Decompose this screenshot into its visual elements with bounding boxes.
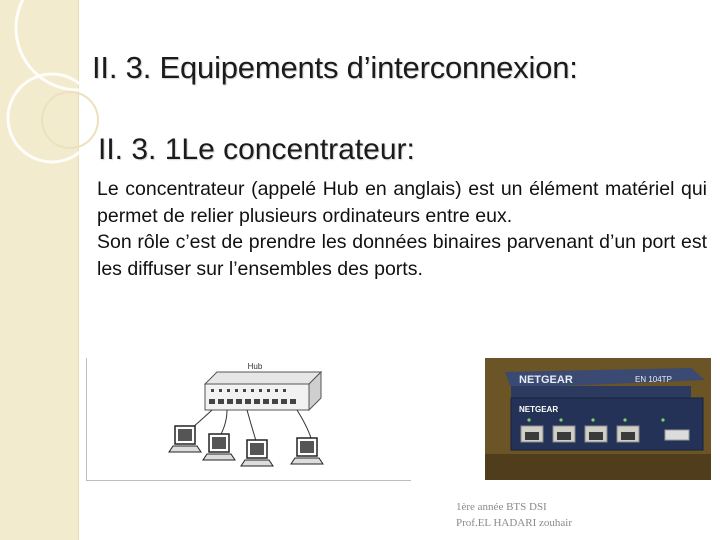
network-cables [187,410,311,444]
footer-credit [456,500,572,532]
hub-device-drawing [205,372,321,410]
footer-author: Prof.EL HADARI zouhair [456,516,572,529]
paragraph-role: Son rôle c’est de prendre les données binaires parvenant d’un port est les diffuser sur l’ensembles des ports. [97,231,707,280]
photo-brand-front: NETGEAR [519,405,559,414]
hub-label: Hub [247,362,263,371]
computer-icon [169,426,201,452]
photo-model: EN 104TP [635,375,672,384]
computer-icon [203,434,235,460]
hub-network-diagram [86,358,411,481]
body-text [97,176,707,282]
paragraph-definition: Le concentrateur (appelé Hub en anglais) est un élément matériel qui permet de relier plusieurs ordinateurs entre eux. [97,178,707,227]
footer-course: 1ère année BTS DSI [456,501,547,513]
slide-title: II. 3. Equipements d’interconnexion: [92,50,578,85]
netgear-hub-photo [485,358,711,480]
slide-subtitle: II. 3. 1Le concentrateur: [98,133,415,166]
photo-brand-top: NETGEAR [519,374,573,386]
computer-icon [291,438,323,464]
computer-icon [241,440,273,466]
